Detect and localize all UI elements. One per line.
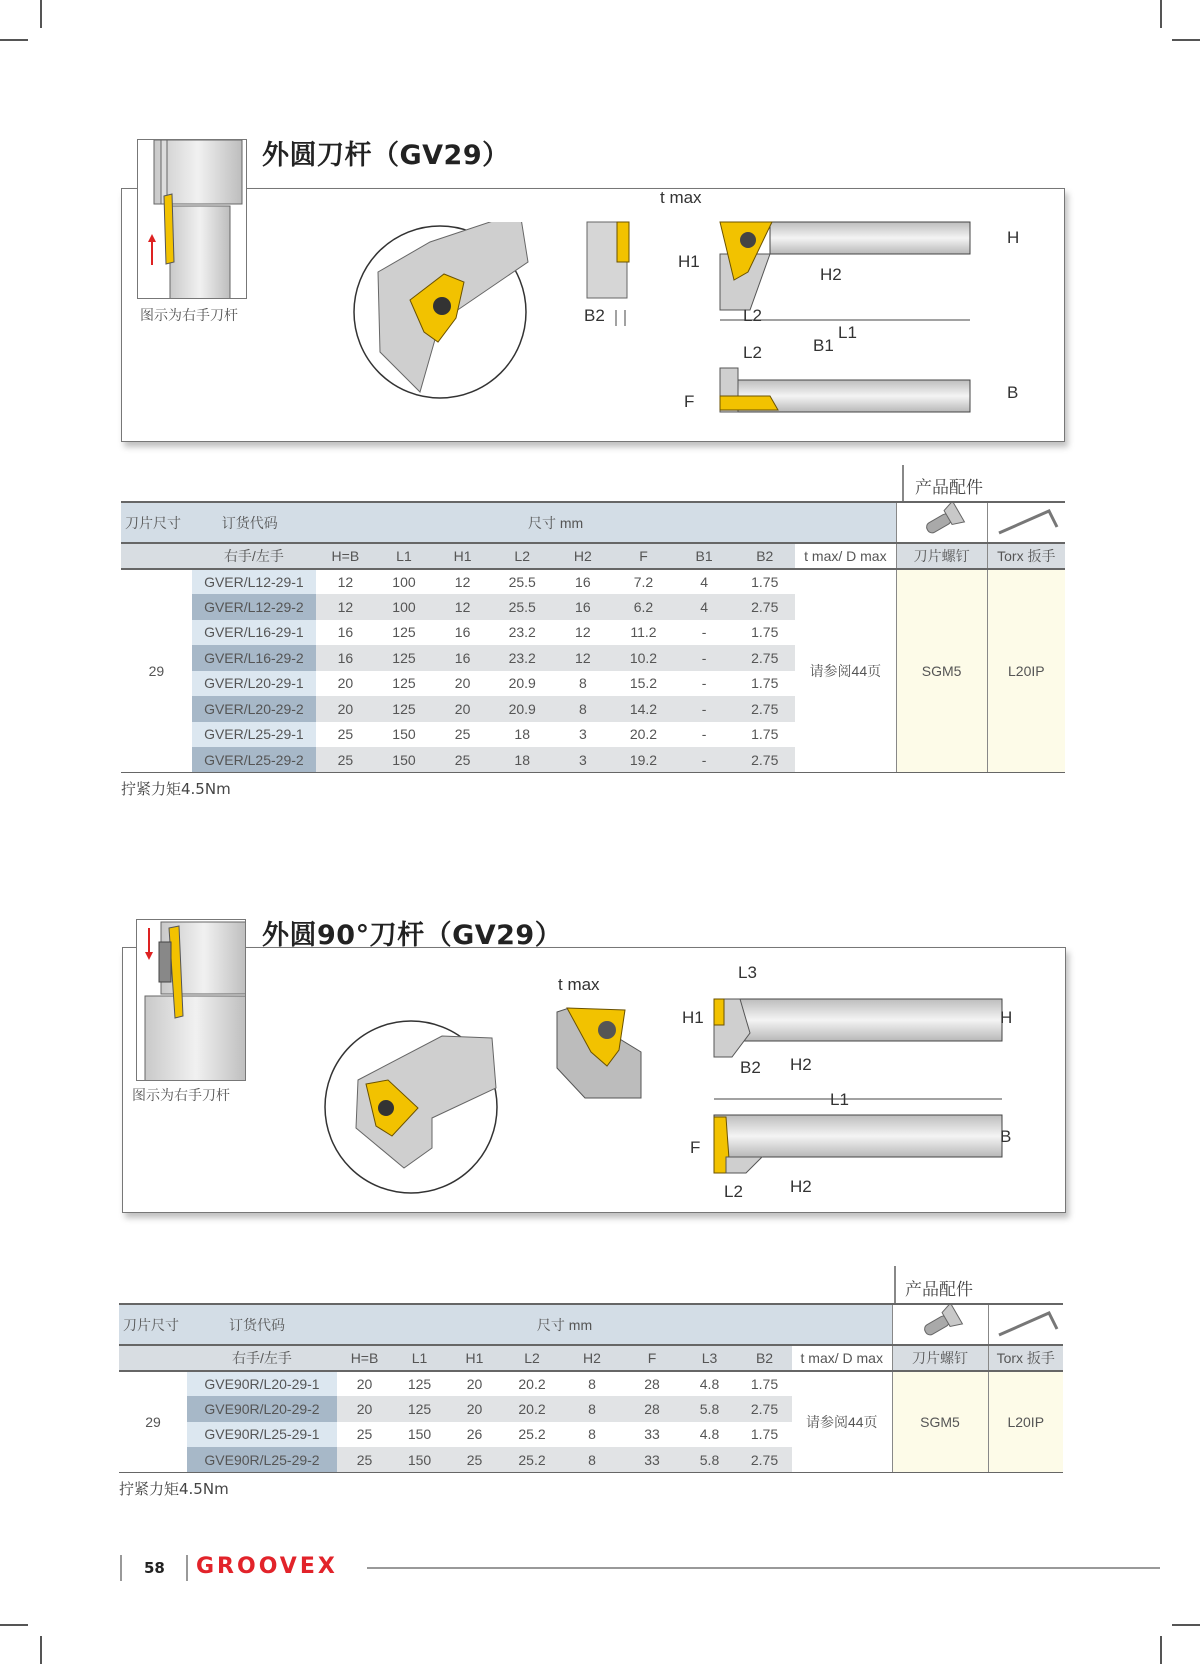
cell-f: 7.2 [613,569,674,595]
cell-b2: 1.75 [737,1371,792,1397]
col-header: H1 [447,1345,502,1371]
cell-hb: 16 [316,620,375,646]
page-number: 58 [144,1559,165,1577]
holder-90-top-view [710,985,1013,1205]
col-header: F [613,543,674,569]
table-row [119,1371,1063,1397]
cell-h2: 8 [553,671,614,697]
cell-f: 15.2 [613,671,674,697]
crop-mark [40,1636,42,1664]
cell-b1: - [674,722,735,748]
crop-mark [0,1624,28,1626]
order-code: GVE90R/L20-29-2 [187,1396,337,1422]
cell-l1: 100 [375,594,434,620]
tmax-reference: 请参阅44页 [795,569,896,773]
accessories-divider [902,465,904,505]
insert-size-cell: 29 [121,569,192,773]
dim-label-h1: H1 [678,252,700,271]
table-column-header-row [119,1345,1063,1371]
cell-l2: 18 [492,722,553,748]
table-row [121,569,1065,595]
cell-h2: 3 [553,747,614,773]
screw-value: SGM5 [896,569,987,773]
cell-b1: 4 [674,594,735,620]
cell-h1: 16 [433,620,492,646]
dim-label-l2: L2 [724,1182,743,1201]
footer-divider [186,1555,188,1581]
cell-b2: 1.75 [737,1422,792,1448]
section2-spec-table [119,1303,1063,1473]
table-header-row [121,502,1065,543]
crop-mark [0,39,28,41]
cell-h2: 8 [553,696,614,722]
cell-h2: 3 [553,722,614,748]
header-insert-size: 刀片尺寸 [121,502,192,543]
cell-l2: 23.2 [492,620,553,646]
order-code: GVER/L25-29-2 [192,747,316,773]
cell-h2: 16 [553,569,614,595]
cell-h1: 26 [447,1422,502,1448]
cell-f: 28 [622,1371,682,1397]
screw-icon [896,502,987,543]
section1-title: 外圆刀杆（GV29） [262,140,510,171]
dim-label-b: B [1000,1127,1012,1146]
cell-l1: 125 [392,1396,447,1422]
crop-mark [1172,39,1200,41]
cell-hb: 20 [337,1396,392,1422]
col-header: Torx 扳手 [988,1345,1063,1371]
order-code: GVER/L25-29-1 [192,722,316,748]
cell-l1: 125 [375,671,434,697]
cell-l1: 125 [375,645,434,671]
table-column-header-row [121,543,1065,569]
crop-mark [40,0,42,28]
header-order-code: 订货代码 [187,1304,337,1345]
order-code: GVE90R/L25-29-2 [187,1447,337,1473]
cell-h1: 25 [433,722,492,748]
cell-f: 19.2 [613,747,674,773]
cell-h2: 12 [553,645,614,671]
cell-hb: 12 [316,569,375,595]
cell-h1: 25 [433,747,492,773]
cell-f: 33 [622,1422,682,1448]
cell-b1: - [674,645,735,671]
cell-h2: 12 [553,620,614,646]
col-header: L1 [375,543,434,569]
section1-spec-table [121,501,1065,773]
cell-l2: 25.5 [492,594,553,620]
dim-label-b2: B2 [740,1058,761,1077]
torque-note: 拧紧力矩4.5Nm [121,780,231,798]
torx-wrench-icon [987,502,1065,543]
cell-l1: 125 [392,1371,447,1397]
screw-value: SGM5 [892,1371,988,1473]
cell-h2: 16 [553,594,614,620]
order-code: GVER/L20-29-1 [192,671,316,697]
col-header: B2 [734,543,795,569]
cell-l2: 20.2 [502,1371,562,1397]
col-header: B2 [737,1345,792,1371]
col-header: L1 [392,1345,447,1371]
col-header: H=B [316,543,375,569]
table-header-row [119,1304,1063,1345]
cell-l2: 20.9 [492,671,553,697]
accessories-title: 产品配件 [915,478,983,498]
cell-h1: 12 [433,569,492,595]
col-header: L2 [502,1345,562,1371]
cell-hb: 20 [337,1371,392,1397]
order-code: GVE90R/L25-29-1 [187,1422,337,1448]
cell-h1: 25 [447,1447,502,1473]
dim-label-l2: L2 [743,306,762,325]
insert-detail-circle [350,222,530,402]
torx-wrench-icon [988,1304,1063,1345]
cell-b2: 2.75 [734,696,795,722]
order-code: GVER/L12-29-1 [192,569,316,595]
cell-f: 14.2 [613,696,674,722]
cell-b2: 1.75 [734,671,795,697]
cell-l2: 25.2 [502,1422,562,1448]
insert-size-cell: 29 [119,1371,187,1473]
insert-detail-circle [322,1018,500,1196]
col-header: H2 [553,543,614,569]
cell-f: 6.2 [613,594,674,620]
cell-l3: 5.8 [682,1447,737,1473]
cell-b1: 4 [674,569,735,595]
cell-hb: 25 [337,1422,392,1448]
col-header: B1 [674,543,735,569]
cell-h1: 16 [433,645,492,671]
cell-hb: 25 [316,722,375,748]
thumbnail-caption: 图示为右手刀杆 [140,308,238,324]
thumbnail-caption: 图示为右手刀杆 [132,1088,230,1104]
cell-hb: 25 [316,747,375,773]
cell-h1: 20 [447,1371,502,1397]
cell-f: 10.2 [613,645,674,671]
col-header: H=B [337,1345,392,1371]
grooving-90-thumbnail-illustration [137,920,246,1081]
dim-label-h: H [1000,1008,1013,1027]
header-dimensions: 尺寸 mm [316,502,795,543]
order-code: GVER/L16-29-1 [192,620,316,646]
header-insert-size: 刀片尺寸 [119,1304,187,1345]
dim-label-l1: L1 [838,323,857,342]
footer-divider [120,1555,122,1581]
col-header: L3 [682,1345,737,1371]
dim-label-l2-bottom: L2 [743,343,762,362]
cell-b2: 2.75 [734,645,795,671]
cell-b2: 1.75 [734,569,795,595]
cell-l1: 150 [392,1447,447,1473]
cell-h2: 8 [562,1447,622,1473]
accessories-title: 产品配件 [905,1280,973,1300]
col-header: 右手/左手 [187,1345,337,1371]
cell-b1: - [674,696,735,722]
order-code: GVE90R/L20-29-1 [187,1371,337,1397]
cell-l1: 100 [375,569,434,595]
dim-label-f: F [684,392,695,411]
cell-l2: 25.2 [502,1447,562,1473]
section2-title: 外圆90°刀杆（GV29） [262,920,563,951]
header-order-code: 订货代码 [192,502,316,543]
dim-label-tmax: t max [660,188,702,207]
cell-b1: - [674,620,735,646]
cell-l3: 4.8 [682,1371,737,1397]
holder-top-view [690,200,1030,430]
cell-h2: 8 [562,1371,622,1397]
dim-label-f: F [690,1138,701,1157]
dim-label-l3: L3 [738,963,757,982]
cell-h1: 20 [433,671,492,697]
crop-mark [1172,1624,1200,1626]
col-header: H2 [562,1345,622,1371]
header-dimensions: 尺寸 mm [337,1304,792,1345]
cell-hb: 16 [316,645,375,671]
cell-l3: 4.8 [682,1422,737,1448]
cell-hb: 12 [316,594,375,620]
cell-b1: - [674,671,735,697]
order-code: GVER/L12-29-2 [192,594,316,620]
cell-l2: 25.5 [492,569,553,595]
cell-l1: 125 [375,696,434,722]
col-header: F [622,1345,682,1371]
cell-hb: 25 [337,1447,392,1473]
cell-l3: 5.8 [682,1396,737,1422]
dim-label-h2: H2 [790,1055,812,1074]
cell-h1: 12 [433,594,492,620]
cell-l2: 18 [492,747,553,773]
order-code: GVER/L16-29-2 [192,645,316,671]
cell-l2: 20.2 [502,1396,562,1422]
cell-b2: 1.75 [734,722,795,748]
dim-label-tmax: t max [558,975,600,994]
tmax-reference: 请参阅44页 [792,1371,892,1473]
cell-l1: 150 [375,722,434,748]
screw-icon [892,1304,988,1345]
dim-label-b1: B1 [813,336,834,355]
cell-f: 33 [622,1447,682,1473]
cell-b2: 2.75 [734,594,795,620]
cell-b2: 1.75 [734,620,795,646]
dim-label-l1: L1 [830,1090,849,1109]
wrench-value: L20IP [988,1371,1063,1473]
crop-mark [1160,1636,1162,1664]
cell-l2: 23.2 [492,645,553,671]
section1-thumbnail [137,139,247,299]
col-header: t max/ D max [792,1345,892,1371]
order-code: GVER/L20-29-2 [192,696,316,722]
cell-f: 20.2 [613,722,674,748]
col-header: 右手/左手 [192,543,316,569]
dim-label-b2: B2 [584,306,605,325]
cell-hb: 20 [316,671,375,697]
col-header: L2 [492,543,553,569]
accessories-divider [894,1266,896,1306]
footer-rule [367,1567,1160,1569]
section2-thumbnail [136,919,246,1081]
cell-l1: 125 [375,620,434,646]
crop-mark [1160,0,1162,28]
cell-b2: 2.75 [734,747,795,773]
dim-label-h2-bottom: H2 [790,1177,812,1196]
dim-label-b: B [1007,383,1019,402]
cell-b2: 2.75 [737,1447,792,1473]
col-header: 刀片螺钉 [896,543,987,569]
cell-hb: 20 [316,696,375,722]
cell-b2: 2.75 [737,1396,792,1422]
cell-b1: - [674,747,735,773]
cell-f: 28 [622,1396,682,1422]
dim-label-h: H [1007,228,1020,247]
col-header: 刀片螺钉 [892,1345,988,1371]
cell-h2: 8 [562,1422,622,1448]
insert-front-view [555,990,655,1100]
col-header: Torx 扳手 [987,543,1065,569]
cell-h1: 20 [433,696,492,722]
cell-l1: 150 [392,1422,447,1448]
col-header: t max/ D max [795,543,896,569]
brand-logo: GROOVEX [196,1554,338,1579]
dim-label-h1: H1 [682,1008,704,1027]
torque-note: 拧紧力矩4.5Nm [119,1480,229,1498]
grooving-thumbnail-illustration [138,140,247,299]
cell-l1: 150 [375,747,434,773]
dim-label-h2: H2 [820,265,842,284]
wrench-value: L20IP [987,569,1065,773]
cell-h2: 8 [562,1396,622,1422]
col-header: H1 [433,543,492,569]
cell-l2: 20.9 [492,696,553,722]
cell-f: 11.2 [613,620,674,646]
cell-h1: 20 [447,1396,502,1422]
